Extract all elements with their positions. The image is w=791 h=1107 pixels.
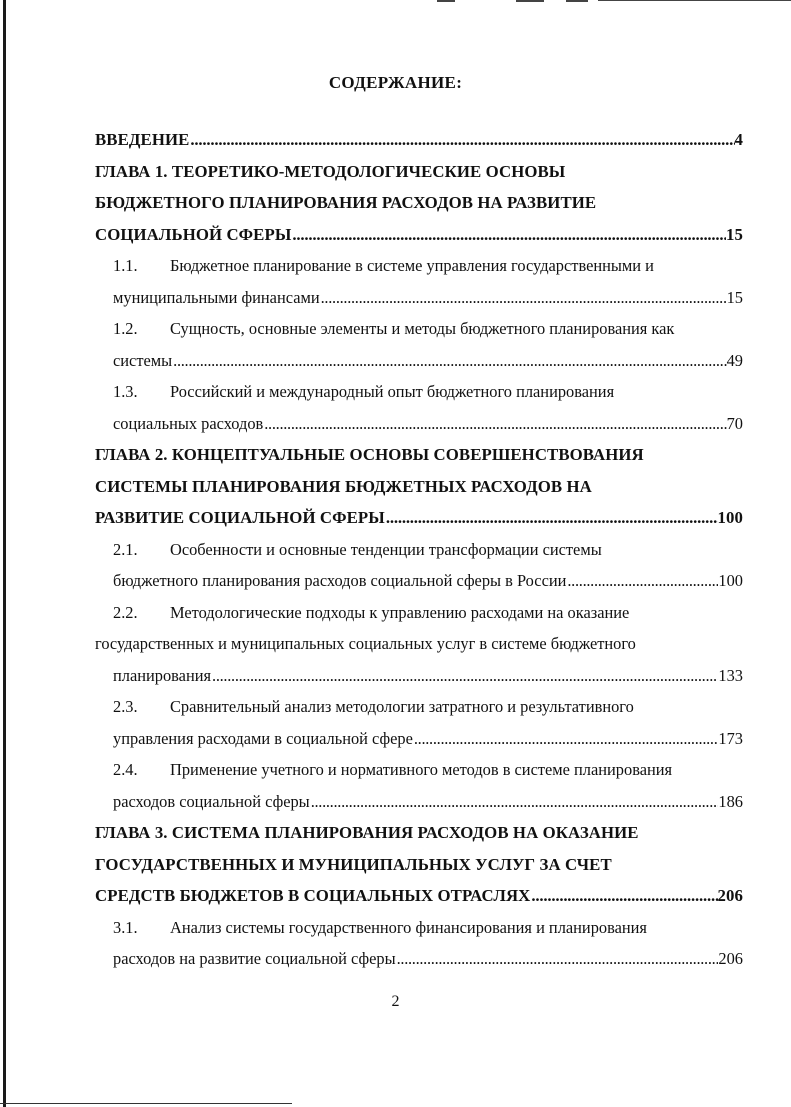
section-number: 1.1. (113, 256, 138, 275)
section-number: 1.2. (113, 319, 138, 338)
toc-entry-title: муниципальными финансами (113, 287, 320, 307)
toc-text: ГЛАВА 2. КОНЦЕПТУАЛЬНЫЕ ОСНОВЫ СОВЕРШЕНСТВОВАНИЯ (95, 445, 644, 464)
toc-text: ГЛАВА 3. СИСТЕМА ПЛАНИРОВАНИЯ РАСХОДОВ НА ОКАЗАНИЕ (95, 823, 639, 842)
toc-entry[interactable] (95, 660, 743, 692)
section-title-line (95, 628, 743, 660)
section-title-line (95, 313, 743, 345)
toc-page-number: 70 (726, 413, 743, 433)
section-number: 2.2. (113, 602, 138, 622)
toc-page-number: 100 (718, 571, 743, 590)
toc-text: Методологические подходы к управлению расходами на оказание (170, 602, 630, 622)
dot-leader (396, 943, 719, 975)
scan-mark (516, 0, 544, 2)
toc-page-number: 4 (734, 130, 743, 149)
toc-entry-title: расходов социальной сферы (113, 791, 310, 811)
toc-entry[interactable] (95, 786, 743, 818)
toc-text: ГЛАВА 1. ТЕОРЕТИКО-МЕТОДОЛОГИЧЕСКИЕ ОСНОВЫ (95, 161, 566, 181)
page-number: 2 (391, 993, 400, 1010)
dot-leader (211, 660, 718, 692)
dot-leader (189, 124, 734, 156)
toc-text: СИСТЕМЫ ПЛАНИРОВАНИЯ БЮДЖЕТНЫХ РАСХОДОВ НА (95, 476, 592, 496)
section-title-line (95, 754, 743, 786)
dot-leader (320, 282, 727, 314)
toc-text: Российский и международный опыт бюджетного планирования (170, 382, 615, 401)
toc-page-number: 206 (718, 949, 743, 968)
toc-page-number: 173 (718, 728, 743, 748)
chapter-title-line (95, 817, 743, 849)
chapter-title-line (95, 187, 743, 219)
scan-mark (566, 0, 588, 2)
toc-entry[interactable] (95, 943, 743, 975)
toc-entry[interactable] (95, 408, 743, 440)
dot-leader (310, 786, 719, 818)
scan-edge-left (3, 0, 6, 1107)
dot-leader (413, 723, 719, 755)
toc-entry[interactable] (95, 565, 743, 597)
toc-entry[interactable] (95, 124, 743, 156)
section-title-line (95, 250, 743, 282)
dot-leader (530, 880, 717, 912)
toc-page-number: 100 (717, 508, 743, 527)
dot-leader (385, 502, 718, 534)
toc-text: ГОСУДАРСТВЕННЫХ И МУНИЦИПАЛЬНЫХ УСЛУГ ЗА СЧЕТ (95, 854, 612, 874)
toc-text: государственных и муниципальных социальных услуг в системе бюджетного (95, 634, 636, 653)
page-title: СОДЕРЖАНИЕ: (328, 73, 463, 92)
toc-entry[interactable] (95, 219, 743, 251)
section-title-line (95, 597, 743, 629)
toc-entry[interactable] (95, 880, 743, 912)
toc-page-number: 206 (717, 886, 743, 905)
toc-page-number: 133 (718, 665, 743, 685)
toc-entry-title: управления расходами в социальной сфере (113, 728, 413, 748)
toc-text: Применение учетного и нормативного методов в системе планирования (170, 760, 673, 779)
toc-entry-title: расходов на развитие социальной сферы (113, 949, 396, 968)
section-title-line (95, 912, 743, 944)
section-number: 3.1. (113, 917, 138, 937)
chapter-title-line (95, 471, 743, 503)
dot-leader (263, 408, 726, 440)
toc-entry-title: СОЦИАЛЬНОЙ СФЕРЫ (95, 224, 292, 244)
toc-entry-title: системы (113, 350, 173, 370)
toc-text: Бюджетное планирование в системе управления государственными и (170, 256, 654, 275)
chapter-title-line (95, 156, 743, 188)
section-title-line (95, 376, 743, 408)
section-title-line (95, 691, 743, 723)
toc-page-number: 49 (726, 350, 743, 370)
section-number: 1.3. (113, 382, 138, 401)
section-number: 2.4. (113, 760, 138, 779)
dot-leader (291, 219, 726, 251)
section-title-line (95, 534, 743, 566)
toc-text: Анализ системы государственного финансирования и планирования (170, 917, 647, 937)
scan-mark (598, 0, 791, 1)
scan-mark (437, 0, 455, 2)
toc-entry-title: планирования (113, 665, 212, 685)
toc-entry[interactable] (95, 723, 743, 755)
chapter-title-line (95, 849, 743, 881)
dot-leader (566, 565, 718, 597)
toc-page-number: 186 (718, 791, 743, 811)
toc-page-number: 15 (726, 287, 743, 307)
toc-text: БЮДЖЕТНОГО ПЛАНИРОВАНИЯ РАСХОДОВ НА РАЗВИТИЕ (95, 193, 597, 212)
toc-entry-title: ВВЕДЕНИЕ (95, 130, 190, 149)
toc-entry-title: бюджетного планирования расходов социальной сферы в России (113, 571, 567, 590)
dot-leader (172, 345, 726, 377)
section-number: 2.3. (113, 697, 138, 716)
toc-entry[interactable] (95, 282, 743, 314)
toc-page-number: 15 (726, 224, 743, 244)
toc-text: Особенности и основные тенденции трансформации системы (170, 539, 602, 559)
toc-entry-title: социальных расходов (113, 413, 264, 433)
section-number: 2.1. (113, 539, 138, 559)
toc-text: Сравнительный анализ методологии затратного и результативного (170, 697, 634, 716)
toc-text: Сущность, основные элементы и методы бюджетного планирования как (170, 319, 675, 338)
scan-edge-bottom (0, 1103, 292, 1104)
toc-entry-title: РАЗВИТИЕ СОЦИАЛЬНОЙ СФЕРЫ (95, 508, 385, 527)
table-of-contents (95, 124, 743, 975)
toc-entry[interactable] (95, 502, 743, 534)
toc-entry-title: СРЕДСТВ БЮДЖЕТОВ В СОЦИАЛЬНЫХ ОТРАСЛЯХ (95, 886, 531, 905)
chapter-title-line (95, 439, 743, 471)
toc-entry[interactable] (95, 345, 743, 377)
